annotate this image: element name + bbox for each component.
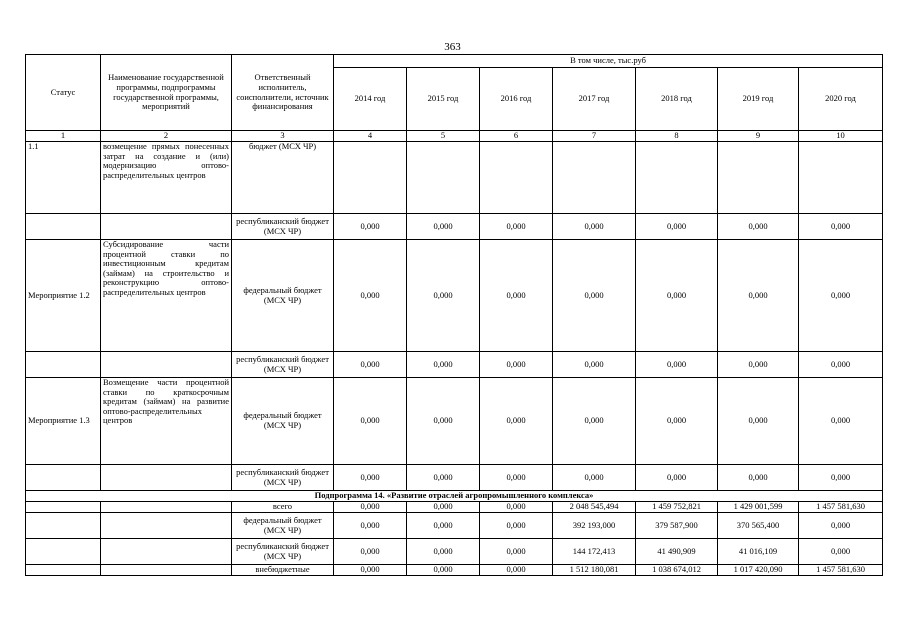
value-cell: 0,000 xyxy=(407,214,480,240)
name-cell xyxy=(101,465,232,491)
header-name: Наименование государственной программы, подпрограммы государственной программы, мероприятий xyxy=(101,55,232,131)
column-numbers-row xyxy=(26,131,883,142)
header-year: 2015 год xyxy=(407,68,480,131)
value-cell: 0,000 xyxy=(799,513,883,539)
source-cell: федеральный бюджет (МСХ ЧР) xyxy=(232,513,334,539)
value-cell: 0,000 xyxy=(799,352,883,378)
value-cell: 1 459 752,821 xyxy=(636,502,718,513)
value-cell: 41 490,909 xyxy=(636,539,718,565)
status-cell xyxy=(26,565,101,576)
status-cell: Мероприятие 1.2 xyxy=(26,240,101,352)
page-number: 363 xyxy=(444,41,461,53)
value-cell: 0,000 xyxy=(718,378,799,465)
header-row xyxy=(26,55,883,68)
subprogram-title-row xyxy=(26,491,883,502)
value-cell: 0,000 xyxy=(553,240,636,352)
name-cell xyxy=(101,502,232,513)
value-cell: 0,000 xyxy=(480,352,553,378)
subprogram-row xyxy=(26,502,883,513)
value-cell: 41 016,109 xyxy=(718,539,799,565)
value-cell xyxy=(799,142,883,214)
value-cell xyxy=(636,142,718,214)
value-cell: 0,000 xyxy=(407,565,480,576)
table-row xyxy=(26,378,883,465)
value-cell: 0,000 xyxy=(407,378,480,465)
value-cell: 1 429 001,599 xyxy=(718,502,799,513)
header-year: 2016 год xyxy=(480,68,553,131)
value-cell: 0,000 xyxy=(480,539,553,565)
value-cell: 0,000 xyxy=(799,465,883,491)
column-number: 4 xyxy=(334,131,407,142)
value-cell: 0,000 xyxy=(334,378,407,465)
value-cell xyxy=(553,142,636,214)
value-cell: 1 457 581,630 xyxy=(799,502,883,513)
header-year: 2014 год xyxy=(334,68,407,131)
value-cell: 0,000 xyxy=(407,352,480,378)
budget-table xyxy=(25,54,883,576)
value-cell: 0,000 xyxy=(407,240,480,352)
value-cell: 0,000 xyxy=(636,378,718,465)
value-cell: 0,000 xyxy=(636,214,718,240)
column-number: 3 xyxy=(232,131,334,142)
source-cell: федеральный бюджет (МСХ ЧР) xyxy=(232,240,334,352)
status-cell xyxy=(26,539,101,565)
header-responsible: Ответственный исполнитель, соисполнители, источник финансирования xyxy=(232,55,334,131)
value-cell xyxy=(480,142,553,214)
value-cell: 0,000 xyxy=(480,214,553,240)
value-cell: 0,000 xyxy=(407,465,480,491)
column-number: 9 xyxy=(718,131,799,142)
value-cell: 0,000 xyxy=(480,565,553,576)
value-cell: 0,000 xyxy=(799,214,883,240)
subprogram-row xyxy=(26,539,883,565)
status-cell xyxy=(26,502,101,513)
header-year: 2017 год xyxy=(553,68,636,131)
source-cell: всего xyxy=(232,502,334,513)
value-cell: 370 565,400 xyxy=(718,513,799,539)
status-cell xyxy=(26,465,101,491)
value-cell: 0,000 xyxy=(636,465,718,491)
header-group: В том числе, тыс.руб xyxy=(334,55,883,68)
value-cell: 0,000 xyxy=(718,465,799,491)
column-number: 2 xyxy=(101,131,232,142)
table-row xyxy=(26,214,883,240)
header-year: 2019 год xyxy=(718,68,799,131)
value-cell: 0,000 xyxy=(407,513,480,539)
value-cell: 0,000 xyxy=(718,240,799,352)
value-cell: 0,000 xyxy=(553,378,636,465)
header-status: Статус xyxy=(26,55,101,131)
value-cell: 0,000 xyxy=(799,378,883,465)
column-number: 5 xyxy=(407,131,480,142)
value-cell: 0,000 xyxy=(799,539,883,565)
subprogram-title: Подпрограмма 14. «Развитие отраслей агропромышленного комплекса» xyxy=(26,491,883,502)
table-row xyxy=(26,240,883,352)
value-cell: 0,000 xyxy=(334,352,407,378)
value-cell xyxy=(334,142,407,214)
value-cell: 379 587,900 xyxy=(636,513,718,539)
subprogram-row xyxy=(26,513,883,539)
value-cell: 0,000 xyxy=(480,513,553,539)
name-cell xyxy=(101,565,232,576)
name-cell: Субсидирование части процентной ставки по инвестиционным кредитам (займам) на строительство и реконструкцию оптово-распределительных центров xyxy=(101,240,232,352)
value-cell: 0,000 xyxy=(799,240,883,352)
column-number: 1 xyxy=(26,131,101,142)
value-cell: 0,000 xyxy=(407,502,480,513)
status-cell xyxy=(26,214,101,240)
value-cell: 0,000 xyxy=(334,565,407,576)
value-cell: 0,000 xyxy=(718,214,799,240)
value-cell: 0,000 xyxy=(334,539,407,565)
value-cell xyxy=(407,142,480,214)
value-cell: 0,000 xyxy=(480,240,553,352)
value-cell: 0,000 xyxy=(636,352,718,378)
value-cell: 0,000 xyxy=(334,502,407,513)
subprogram-row xyxy=(26,565,883,576)
value-cell: 0,000 xyxy=(334,214,407,240)
name-cell xyxy=(101,539,232,565)
header-year: 2018 год xyxy=(636,68,718,131)
source-cell: внебюджетные xyxy=(232,565,334,576)
status-cell: 1.1 xyxy=(26,142,101,214)
status-cell: Мероприятие 1.3 xyxy=(26,378,101,465)
header-year: 2020 год xyxy=(799,68,883,131)
status-cell xyxy=(26,513,101,539)
value-cell: 0,000 xyxy=(334,465,407,491)
value-cell: 0,000 xyxy=(334,240,407,352)
value-cell: 0,000 xyxy=(553,352,636,378)
column-number: 10 xyxy=(799,131,883,142)
name-cell: Возмещение части процентной ставки по краткосрочным кредитам (займам) на развитие оптово-распределительных центров xyxy=(101,378,232,465)
value-cell: 1 457 581,630 xyxy=(799,565,883,576)
value-cell: 0,000 xyxy=(480,378,553,465)
name-cell xyxy=(101,214,232,240)
column-number: 7 xyxy=(553,131,636,142)
value-cell: 0,000 xyxy=(553,214,636,240)
value-cell: 0,000 xyxy=(480,502,553,513)
value-cell: 1 017 420,090 xyxy=(718,565,799,576)
name-cell xyxy=(101,352,232,378)
table-body xyxy=(26,55,883,576)
value-cell: 392 193,000 xyxy=(553,513,636,539)
value-cell: 0,000 xyxy=(718,352,799,378)
value-cell: 144 172,413 xyxy=(553,539,636,565)
source-cell: бюджет (МСХ ЧР) xyxy=(232,142,334,214)
table-row xyxy=(26,142,883,214)
column-number: 6 xyxy=(480,131,553,142)
name-cell: возмещение прямых понесенных затрат на создание и (или) модернизацию оптово-распределительных центров xyxy=(101,142,232,214)
source-cell: республиканский бюджет (МСХ ЧР) xyxy=(232,539,334,565)
value-cell: 1 038 674,012 xyxy=(636,565,718,576)
value-cell xyxy=(718,142,799,214)
table-row xyxy=(26,352,883,378)
value-cell: 0,000 xyxy=(407,539,480,565)
value-cell: 2 048 545,494 xyxy=(553,502,636,513)
source-cell: республиканский бюджет (МСХ ЧР) xyxy=(232,465,334,491)
column-number: 8 xyxy=(636,131,718,142)
status-cell xyxy=(26,352,101,378)
value-cell: 0,000 xyxy=(636,240,718,352)
value-cell: 0,000 xyxy=(480,465,553,491)
source-cell: республиканский бюджет (МСХ ЧР) xyxy=(232,214,334,240)
value-cell: 0,000 xyxy=(553,465,636,491)
table-row xyxy=(26,465,883,491)
source-cell: федеральный бюджет (МСХ ЧР) xyxy=(232,378,334,465)
source-cell: республиканский бюджет (МСХ ЧР) xyxy=(232,352,334,378)
value-cell: 0,000 xyxy=(334,513,407,539)
value-cell: 1 512 180,081 xyxy=(553,565,636,576)
name-cell xyxy=(101,513,232,539)
